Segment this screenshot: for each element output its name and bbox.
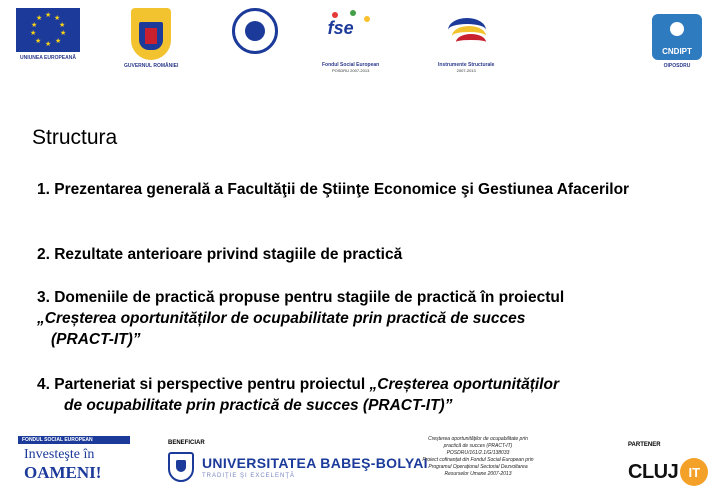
fse-bar: FONDUL SOCIAL EUROPEAN [18,436,130,444]
ubb-logo [168,452,428,482]
structural-instruments-logo [438,8,494,73]
university-motto: TRADIŢIE ŞI EXCELENŢĂ [202,473,296,479]
cndipt-logo-icon [652,14,702,60]
fse-footer-logo [18,436,130,496]
project-line: Creşterea oportunităţilor de ocupabilitate prin [428,436,528,442]
beneficiar-label: BENEFICIAR [168,440,205,446]
partner-name: CLUJ [628,460,679,483]
logo-caption-2: POSDRU 2007-2013 [331,68,370,73]
cluj-it-logo [628,458,708,486]
romanian-coat-of-arms-icon [131,8,171,60]
seal-logo [232,8,278,54]
list-item: 1. Prezentarea generală a Facultăţii de Ştiinţe Economice şi Gestiunea Afacerilor [37,181,630,198]
logo-caption: UNIUNEA EUROPEANĂ [20,55,76,61]
eu-logo [16,8,80,61]
project-name: „Creșterea oportunităților [369,376,559,393]
slide-title: Structura [32,126,118,149]
fse-logo-icon: fse [328,8,374,48]
fse-slogan-1: Investeşte în [24,447,95,462]
logo-caption: GUVERNUL ROMÂNIEI [124,63,179,69]
government-logo [124,8,178,69]
ubb-crest-icon [168,452,194,482]
list-item [37,374,677,416]
structural-instruments-logo-icon [442,8,490,54]
list-item [37,287,677,350]
cndipt-label: CNDIPT [662,47,692,56]
fse-logo [322,8,379,73]
project-line: Programul Operaţional Sectorial Dezvoltarea [428,464,528,470]
project-line: Proiect cofinanţat din Fondul Social European prin [422,457,534,463]
university-name: UNIVERSITATEA BABEŞ-BOLYAI [202,455,428,471]
eu-flag-icon: ★ ★ ★ ★ ★ ★ ★ ★ ★ ★ [16,8,80,52]
logo-caption-2: 2007-2013 [456,68,476,73]
government-seal-icon [232,8,278,54]
list-item: 2. Rezultate anterioare privind stagiile de practică [37,246,403,263]
list-item-text: 3. Domeniile de practică propuse pentru stagiile de practică în proiectul [37,289,565,306]
partner-label: PARTENER [628,442,661,448]
partner-badge-icon: IT [680,458,708,486]
project-acronym: (PRACT-IT)” [51,331,141,348]
logo-caption: Fondul Social European [322,62,380,68]
cndipt-logo [652,14,702,69]
project-line: POSDRU/161/2.1/G/138033 [446,450,510,456]
list-item-text: 4. Parteneriat si perspective pentru proiectul [37,376,370,393]
project-name: „Creșterea oportunităților de ocupabilitate prin practică de succes [37,310,526,327]
project-line: practică de succes (PRACT-IT) [443,443,513,449]
fse-slogan-2: OAMENI! [24,463,102,482]
logo-caption: OIPOSDRU [663,63,691,69]
project-info [412,436,544,478]
project-line: Resurselor Umane 2007-2013 [444,471,512,477]
logo-caption: Instrumente Structurale [438,62,495,68]
project-name-cont: de ocupabilitate prin practică de succes (PRACT-IT)” [64,397,453,414]
